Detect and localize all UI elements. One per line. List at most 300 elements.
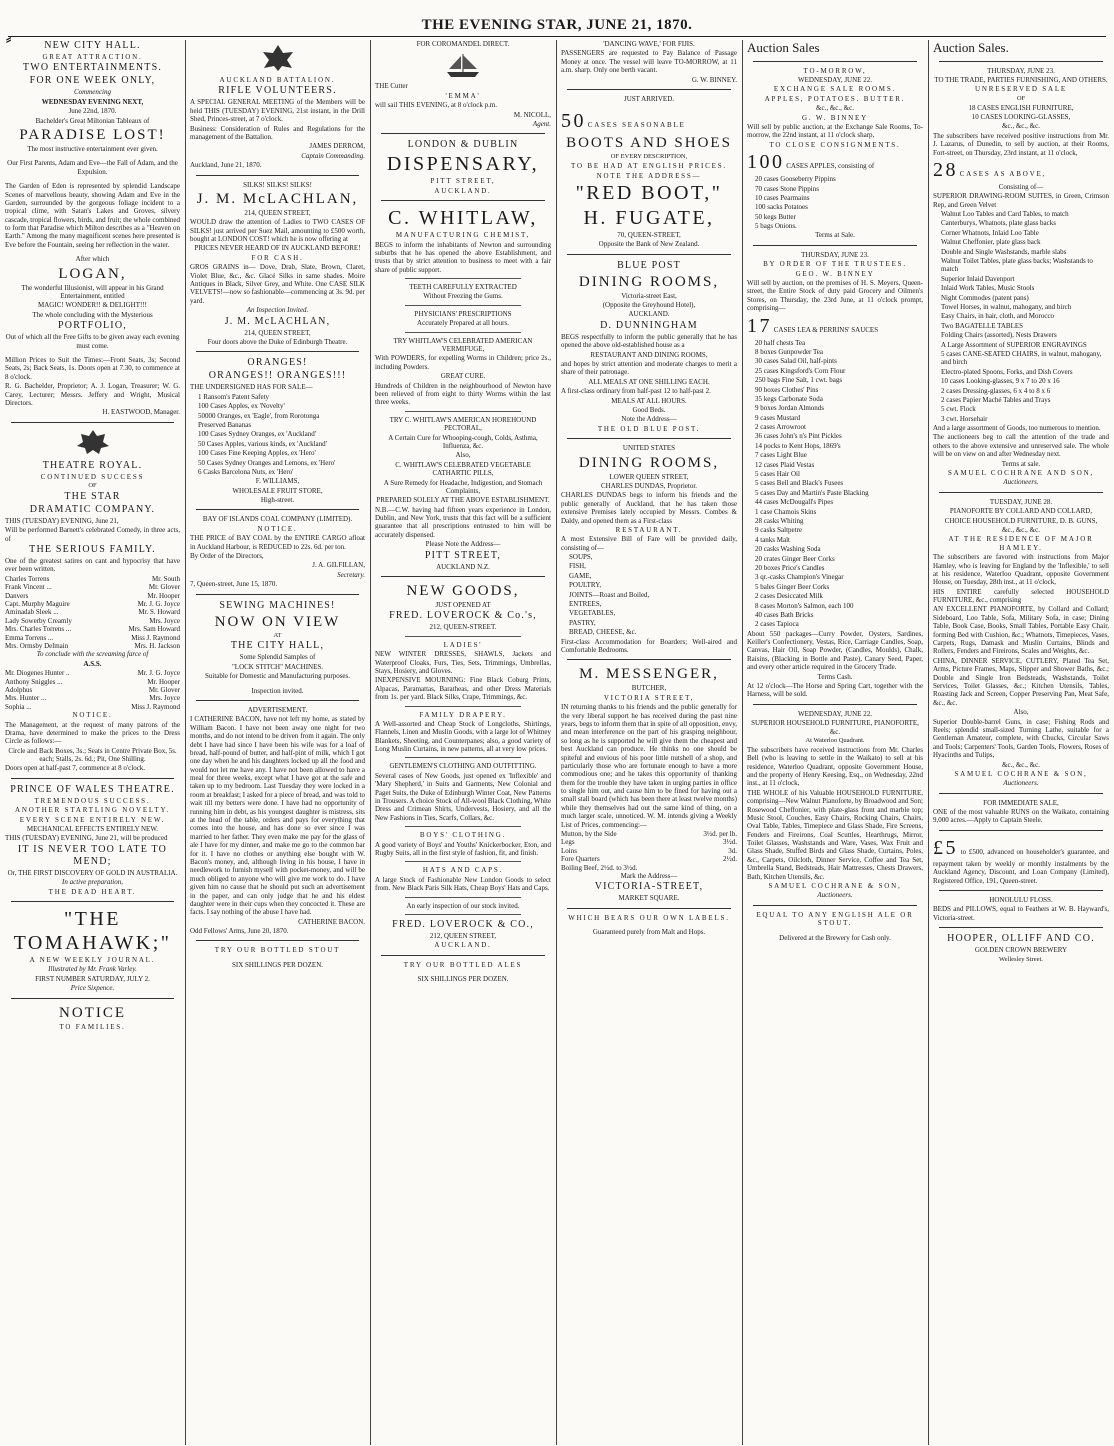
heading: C. WHITLAW, — [388, 207, 538, 230]
heading: FOR ONE WEEK ONLY, — [29, 75, 156, 87]
paragraph: A most Extensive Bill of Fare will be provided daily, consisting of— — [561, 535, 737, 552]
heading: RIFLE VOLUNTEERS. — [218, 85, 337, 97]
list-item: 7 cases Light Blue — [755, 451, 807, 460]
text: An Inspection Invited. — [246, 306, 309, 315]
heading: LOGAN, — [58, 265, 127, 282]
heading: TWO ENTERTAINMENTS. — [22, 62, 163, 74]
cast-row — [5, 592, 180, 600]
paragraph: BEGS to inform the inhabitants of Newton and surrounding suburbs that he has opened the above Establishment, and trusts that by strict attention to business to meet with a fair share of public support. — [375, 240, 551, 274]
paragraph — [933, 836, 1109, 885]
text: In active preparation, — [62, 878, 123, 887]
price-row — [561, 830, 737, 838]
list-item: 2 cases Papier Maché Tables and Trays — [941, 395, 1051, 404]
text: &c., &c., &c. — [1002, 760, 1040, 769]
role: Loins — [561, 846, 577, 855]
heading — [561, 109, 737, 133]
text: Or, THE FIRST DISCOVERY OF GOLD IN AUSTRALIA. — [7, 868, 178, 877]
paragraph: THE UNDERSIGNED HAS FOR SALE— — [190, 383, 313, 392]
list-item: 100 sacks Potatoes — [755, 203, 808, 212]
role: Emma Torrens ... — [5, 633, 54, 642]
list-item: Walnut Loo Tables and Card Tables, to match — [941, 210, 1069, 219]
list-item: 90 boxes Clothes' Pins — [755, 385, 819, 394]
text: 70, QUEEN-STREET, — [617, 230, 681, 239]
list-item: 100 Cases Sydney Oranges, ex 'Auckland' — [198, 430, 316, 439]
orange-list — [190, 393, 365, 477]
text: Consisting of— — [998, 182, 1044, 191]
heading: AUCKLAND BATTALION. — [219, 76, 336, 84]
text: Terms at sale. — [1001, 459, 1041, 468]
column-5 — [742, 40, 928, 1440]
list-item: 20 half chests Tea — [755, 338, 806, 347]
role: Anthony Sniggles ... — [5, 677, 63, 686]
heading: TO CLOSE CONSIGNMENTS. — [769, 140, 901, 149]
paragraph: The subscribers are favored with instructions from Major Hamley, who is leaving for England by the 'Inflexible,' to sell at his residence, Waterloo Quadrant, opposite Government House, on Tuesday, 28th inst., at 11 o'clock, — [933, 553, 1109, 587]
list-item: 50 Cases Apples, various kinds, ex 'Auckland' — [198, 439, 327, 448]
column-6 — [928, 40, 1114, 1440]
heading: SEWING MACHINES! — [219, 599, 336, 611]
paragraph: A Well-assorted and Cheap Stock of Longcloths, Shirtings, Flannels, Linen and Muslin Goods, with a large lot of Whitney Blankets, Sheeting, and Counterpanes; also, a good variety of Long Muslin Curtains, in new patterns, all at very low prices. — [375, 719, 551, 754]
text: Inspection invited. — [251, 686, 304, 695]
heading: 18 CASES ENGLISH FURNITURE, — [968, 103, 1074, 112]
paragraph: With POWDERS, for expelling Worms in Children; price 2s., including Powders. — [375, 354, 551, 371]
list-item: Canterburys, Whatnots, plate glass backs — [941, 219, 1056, 228]
heading: TRY OUR BOTTLED ALES — [403, 960, 523, 969]
list-item: Inlaid Work Tables, Music Stools — [941, 284, 1035, 293]
text: After which — [75, 255, 110, 264]
text: RESTAURANT AND DINING ROOMS, — [590, 350, 708, 359]
heading: THE DEAD HEART. — [48, 887, 137, 896]
paragraph: HIS ENTIRE carefully selected HOUSEHOLD FURNITURE, &c., comprising — [933, 587, 1109, 605]
column-2 — [185, 40, 370, 1440]
price-row — [561, 838, 737, 846]
paragraph: The auctioneers beg to call the attention of the trade and others to the above extensive and unreserved sale. The whole will be on view on and after Wednesday next. — [933, 433, 1109, 459]
text: CASES APPLES, consisting of — [786, 162, 875, 171]
value: Mrs. Sam Howard — [128, 625, 180, 634]
signature: J. A. GILFILLAN, — [312, 561, 365, 570]
cast-row — [5, 634, 180, 642]
role: Mrs. Ormsby Delmain — [5, 641, 69, 650]
text: to £500, advanced on householder's guarantee, and repayment taken by weekly or monthly instalments by the Auckland Agency, Discount, and Loan Company (Limited), Registered Office, 191, Queen-street. — [933, 847, 1109, 885]
heading: BOYS' CLOTHING. — [419, 831, 507, 840]
heading: J. M. McLACHLAN, — [224, 315, 331, 327]
heading: NOTICE. — [257, 524, 298, 533]
paragraph: PASSENGERS are requested to Pay Balance of Passage Money at once. The vessel will leave TO-MORROW, at 11 a.m. sharp. Only one berth vacant. — [561, 49, 737, 75]
list-item: 5 cases CANE-SEATED CHAIRS, in walnut, mahogany, and birch — [941, 349, 1102, 367]
heading: HOOPER, OLLIFF AND CO. — [947, 933, 1095, 945]
apple-list — [747, 175, 923, 230]
list-item: 20 crates Ginger Beer Corks — [755, 554, 835, 563]
heading: TO BE HAD AT ENGLISH PRICES. — [571, 162, 727, 171]
signature: JAMES DERROM, — [309, 142, 365, 151]
cast-row — [5, 600, 180, 608]
text: Auctioneers. — [1003, 779, 1039, 788]
heading: APPLES, POTATOES. BUTTER. — [764, 94, 906, 103]
list-item: Superior Inlaid Davenport — [941, 274, 1015, 283]
heading: NEW GOODS, — [406, 583, 520, 600]
heading: NEW CITY HALL. — [44, 40, 141, 51]
text: LOWER QUEEN STREET, — [609, 472, 689, 481]
text: Auctioneers. — [1003, 478, 1039, 487]
text: JUST OPENED AT — [435, 601, 491, 610]
list-item: 9 boxes Jordan Almonds — [755, 404, 825, 413]
text: MARKET SQUARE. — [618, 894, 680, 903]
text: Secretary. — [337, 570, 365, 579]
heading: A NEW WEEKLY JOURNAL. — [29, 955, 156, 964]
text: PREPARED SOLELY AT THE ABOVE ESTABLISHMENT. — [376, 496, 550, 505]
paragraph: One of the greatest satires on cant and hypocrisy that have ever been written. — [5, 557, 180, 574]
value: Mr. S. Howard — [138, 608, 180, 617]
value: Mr. J. G. Joyce — [137, 600, 180, 609]
heading: TREMENDOUS SUCCESS. — [34, 796, 151, 805]
text: Doors open at half-past 7, commence at 8 o'clock. — [5, 764, 146, 773]
text: At Waterloo Quadrant. — [805, 736, 865, 744]
text: 214, QUEEN STREET, — [244, 328, 311, 337]
list-item: 5 cases Day and Martin's Paste Blacking — [755, 488, 869, 497]
text: C. WHITLAW'S CELEBRATED VEGETABLE CATHARTIC PILLS, — [395, 460, 531, 478]
signature: G. W. BINNEY. — [691, 75, 737, 84]
paragraph: A first-class ordinary from half-past 12 to half-past 2. — [561, 387, 711, 396]
text: The whole concluding with the Mysterious — [32, 310, 153, 319]
heading: "THE TOMAHAWK;" — [13, 907, 172, 954]
paragraph: Several cases of New Goods, just opened ex 'Inflexible' and 'Mary Shepherd,' in Suits and Garments, New Colonial and Paget Suits, the Duke of Edinburgh Winter Coat, New Patterns in Trousers. A choice Stock of All-wool Black Clothing, White Dress and Crimean Shirts, Undervests, Hosiery, and all the New Fashions in Ties, Scarfs, Collars, &c. — [375, 771, 551, 822]
value: Mrs. H. Jackson — [134, 641, 180, 650]
text: 214, QUEEN STREET, — [244, 208, 311, 217]
paragraph: ONE of the most valuable RUNS on the Waikato, containing 9,000 acres.—Apply to Captain Steele. — [933, 808, 1109, 825]
list-item: 50000 Oranges, ex 'Eagle', from Rorotonga — [198, 411, 320, 420]
column-4 — [556, 40, 742, 1440]
signature: CATHERINE BACON. — [298, 917, 365, 926]
list-item: 1 Ransom's Patent Safety — [198, 392, 270, 401]
heading: Auction Sales. — [933, 40, 1009, 55]
heading: NOW ON VIEW — [214, 613, 341, 630]
text: Wellesley Street. — [999, 955, 1043, 963]
heading: THURSDAY, JUNE 23. — [801, 250, 869, 259]
text: A Sure Remedy for Headache, Indigestion, and Stomach Complaints, — [383, 478, 543, 495]
heading: GENTLEMEN'S CLOTHING AND OUTFITTING. — [389, 762, 537, 771]
cast-row — [5, 669, 180, 677]
text: BUTCHER, — [631, 684, 667, 693]
heading: VICTORIA-STREET, — [594, 881, 704, 893]
cast-row — [5, 703, 180, 711]
cast-row — [5, 617, 180, 625]
grocery-list — [747, 339, 923, 629]
heading: NOTICE. — [72, 711, 113, 720]
list-item: SOUPS, — [569, 553, 593, 562]
paragraph: SUPERIOR DRAWING-ROOM SUITES, in Green, Crimson Rep, and Green Velvet — [933, 192, 1109, 209]
text: The wonderful Illusionist, will appear in his Grand Entertainment, entitled — [21, 283, 164, 301]
paragraph: A good variety of Boys' and Youths' Knickerbocker, Eton, and Rugby Suits, all in the first style of fashion, fit, and finish. — [375, 840, 551, 857]
heading: THURSDAY, JUNE 23. — [987, 66, 1055, 75]
list-item: Folding Chairs (assorted), Nests Drawers — [941, 331, 1057, 340]
text: FOR CASH. — [251, 253, 304, 262]
text: ALL MEALS AT ONE SHILLING EACH. — [588, 377, 710, 386]
number: 100 — [747, 151, 785, 174]
value: Miss J. Raymond — [131, 702, 180, 711]
list-item: 5 cases Bell and Black's Fusees — [755, 479, 844, 488]
list-item: 36 cases John's n's Pint Pickles — [755, 432, 842, 441]
heading: EVERY SCENE ENTIRELY NEW. — [19, 815, 166, 824]
list-item: 14 pocks to Kent Hops, 1869's — [755, 441, 841, 450]
royal-crest-icon — [75, 428, 111, 456]
paragraph: The Management, at the request of many patrons of the Drama, have determined to make the prices to the Dress Circle as follows:— — [5, 720, 180, 746]
value: 3½d. — [723, 838, 737, 847]
price-row — [561, 855, 737, 863]
list-item: Two BAGATELLE TABLES — [941, 321, 1024, 330]
column-1 — [0, 40, 185, 1440]
list-item: Electro-plated Spoons, Forks, and Dish Covers — [941, 367, 1073, 376]
list-item: 20 cases Gooseberry Pippins — [755, 175, 836, 184]
heading: A.S.S. — [83, 659, 102, 668]
list-item: 40 cases Bath Bricks — [755, 610, 814, 619]
cast-row — [5, 625, 180, 633]
heading: HONOLULU FLOSS. — [989, 896, 1053, 905]
list-item: 2 cases Tapioca — [755, 620, 799, 629]
number: £5 — [933, 836, 958, 859]
fold-mark-icon: ⸗ — [6, 31, 12, 48]
text: Guaranteed purely from Malt and Hops. — [592, 928, 706, 937]
paragraph: IN returning thanks to his friends and the public generally for the very liberal support he has received during the past nine years, begs to inform them that in spite of all opposition, envy, and mean interference on the part of his grasping neighbour, so long as he is supported he will give them the cheapest and best Auckland can produce. He thinks no one should be spiteful and envious of his poor little nutshell of a shop, and particularly those who are fortunate enough to have a more commodious one; and he takes this opportunity of thanking them for the trouble they have taken in urging parties in office to single him out, and cause him to be fined for having out a small stall board (which has been there at least twelve months) while they themselves had out the same kind of thing, on a much larger scale, unnoticed. W. M. intends giving a Weekly List of Prices, commencing:— — [561, 703, 737, 829]
list-item: 2 cases Desiccated Milk — [755, 592, 823, 601]
cast-row — [5, 694, 180, 702]
paragraph: INEXPENSIVE MOURNING: Fine Black Coburg Prints, Alpacas, Paramattas, Baratheas, and other Dress Materials from 1s. per yard. Black Silks, Crape, Trimmings, &c. — [375, 676, 551, 702]
text: SIX SHILLINGS PER DOZEN. — [232, 960, 323, 969]
paragraph: BEDS and PILLOWS, equal to Feathers at W. B. Hayward's, Victoria-street. — [933, 905, 1109, 922]
value: Mr. Hooper — [147, 591, 180, 600]
heading: DISPENSARY, — [386, 153, 540, 176]
heading: Auction Sales — [747, 40, 820, 55]
value: Mr. Glover — [148, 685, 180, 694]
value: Mr. Glover — [148, 583, 180, 592]
heading: 'DANCING WAVE,' FOR FIJIS. — [603, 40, 695, 48]
battalion-crest-icon — [260, 44, 296, 72]
text: Our First Parents, Adam and Eve—the Fall of Adam, and the Expulsion. — [7, 159, 178, 176]
text: Odd Fellows' Arms, June 20, 1870. — [190, 927, 289, 936]
text: MANUFACTURING CHEMIST, — [395, 231, 531, 240]
column-3 — [370, 40, 556, 1440]
text: Illustrated by Mr. Frank Varley. — [48, 965, 137, 974]
text: Also, — [455, 451, 471, 460]
text: OF — [1016, 94, 1026, 102]
text: 212, QUEEN-STREET. — [429, 623, 497, 632]
role: Capt. Murphy Maguire — [5, 600, 70, 609]
heading: PARADISE LOST! — [19, 126, 166, 143]
heading: "LOCK STITCH" MACHINES. — [231, 662, 324, 671]
role: Charles Torrens — [5, 574, 50, 583]
heading: M. MESSENGER, — [579, 666, 719, 683]
role: Aminadab Sleek ... — [5, 608, 59, 617]
list-item: Night Commodes (patent pans) — [941, 293, 1029, 302]
text: Bachelder's Great Miltonian Tableaux of — [35, 116, 150, 125]
text: Good Beds. — [632, 406, 666, 414]
signature: F. WILLIAMS, — [255, 477, 300, 486]
paragraph: Will sell by public auction, at the Exchange Sale Rooms, To-morrow, the 22nd instant, at 11 o'clock sharp, — [747, 122, 923, 140]
heading: SUPERIOR HOUSEHOLD FURNITURE, PIANOFORTE, &c. — [751, 719, 919, 736]
text: Out of which all the Free Gifts to be given away each evening must come. — [5, 333, 180, 350]
value: 3d. — [728, 846, 737, 855]
paragraph: First-class Accommodation for Boarders; Well-aired and Comfortable Bedrooms. — [561, 637, 737, 654]
text: GOLDEN CROWN BREWERY — [974, 946, 1068, 955]
list-item: ENTREES, — [569, 600, 602, 609]
heading: ADVERTISEMENT. — [247, 705, 308, 714]
list-item: Double and Single Washstands, marble slabs — [941, 247, 1067, 256]
paragraph: CHINA, DINNER SERVICE, CUTLERY, Plated Tea Set, Arms, Picture Frames, Maps, Slipper and Shower Baths, &c.; Double and Single Iron Bedsteads, Washstands, Toilet Services, Toilet Glasses, &c.; Kitchen Utensils, Tables, Roasting Jack and Screen, Copper Preserving Pan, Meat Safe, &c., &c. — [933, 656, 1109, 707]
text: Circle and Back Boxes, 3s.; Seats in Centre Private Box, 5s. each; Stalls, 2s. 6d.; Pit, One Shilling. — [8, 746, 177, 764]
signature: SAMUEL COCHRANE & SON, — [954, 769, 1088, 778]
value: 3½d. per lb. — [703, 830, 737, 839]
text: FIRST NUMBER SATURDAY, JULY 2. — [35, 974, 150, 983]
text: June 22nd, 1870. — [68, 107, 117, 116]
list-item: GAME, — [569, 571, 592, 580]
list-item: VEGETABLES, — [569, 609, 616, 618]
heading: SILKS! SILKS! SILKS! — [243, 180, 312, 189]
text: Some Splendid Samples of — [239, 653, 316, 662]
heading: G. W. BINNEY — [802, 113, 868, 122]
text: Terms Cash. — [817, 672, 853, 681]
text: Accurately Prepared at all hours. — [417, 319, 509, 328]
text: CASES SEASONABLE — [587, 121, 686, 130]
text: Terms at Sale. — [815, 231, 855, 240]
value: Mr. South — [151, 574, 180, 583]
heading: THE SERIOUS FAMILY. — [29, 544, 156, 556]
list-item: 50 kegs Butter — [755, 212, 796, 221]
list-item: Easy Chairs, in hair, cloth, and Morocco — [941, 312, 1055, 321]
list-item: Walnut Cheffonier, plate glass back — [941, 238, 1041, 247]
list-item: 20 casks Washing Soda — [755, 545, 821, 554]
role: Lady Sowerby Creamly — [5, 616, 72, 625]
paragraph: Million Prices to Suit the Times:—Front Seats, 3s; Second Seats, 2s; Back Seats, 1s. Doors open at 7.30, to commence at 8 o'clock. — [5, 355, 180, 381]
list-item: 8 cases Morton's Salmon, each 100 — [755, 601, 854, 610]
text: PRICES NEVER HEARD OF IN AUCKLAND BEFORE! — [194, 244, 361, 253]
text: OF EVERY DESCRIPTION, — [610, 153, 688, 161]
heading: PORTFOLIO, — [58, 320, 127, 332]
value: Miss J. Raymond — [131, 633, 180, 642]
role: Mrs. Hunter ... — [5, 694, 47, 703]
text: To conclude with the screaming farce of — [36, 650, 149, 659]
list-item: FISH, — [569, 562, 586, 571]
heading: EXCHANGE SALE ROOMS. — [773, 85, 897, 94]
newspaper-title: THE EVENING STAR, JUNE 21, 1870. — [421, 17, 693, 33]
cast-row — [5, 583, 180, 591]
heading: CHOICE HOUSEHOLD FURNITURE, D. B. GUNS, — [944, 516, 1098, 525]
heading: BY ORDER OF THE TRUSTEES. — [763, 260, 907, 269]
value: Mr. J. G. Joyce — [137, 669, 180, 678]
heading — [747, 314, 923, 338]
list-item: Towel Horses, in walnut, mahogany, and birch — [941, 302, 1072, 311]
text: SIX SHILLINGS PER DOZEN. — [417, 975, 509, 984]
value: Mrs. Joyce — [149, 694, 180, 703]
heading: H. FUGATE, — [583, 206, 715, 229]
paragraph: Business: Consideration of Rules and Regulations for the management of the Battalion. — [190, 124, 365, 141]
price-list — [561, 830, 737, 872]
heading: LADIES' — [443, 640, 483, 649]
text: 212, QUEEN STREET, — [429, 931, 497, 940]
role: Fore Quarters — [561, 855, 600, 864]
text: AUCKLAND. — [434, 186, 492, 195]
heading: FAMILY DRAPERY. — [419, 710, 507, 719]
text: Captain Commanding. — [301, 151, 365, 160]
heading: 'EMMA' — [445, 91, 481, 100]
value: Mr. Hooper — [147, 677, 180, 686]
heading: WHICH BEARS OUR OWN LABELS. — [568, 913, 730, 922]
text: High-street. — [260, 496, 295, 505]
heading: PITT STREET, — [430, 177, 496, 186]
cast-row — [5, 686, 180, 694]
list-item: 2 cases Arrowroot — [755, 423, 806, 432]
heading: AT THE RESIDENCE OF MAJOR HAMLEY. — [948, 535, 1094, 552]
heading: THE CITY HALL, — [230, 640, 325, 652]
paragraph: The Garden of Eden is represented by splendid Landscape Scenes of marvellous beauty, showing Adam and Eve in the Garden, surrounded by the gorgeous foliage incident to a tropical clime, with Satan's Lakes and Groves, silvery cascade, tropical flowers, birds, and fruit; the whole combined to form that Paradise which Milton describes as a "Heaven on Earth." Among the many magnificent scenes here presented is Eve before the Fountain, seeing her reflection in the water. — [5, 182, 180, 249]
list-item: 100 Cases Apples, ex 'Novelty' — [198, 402, 285, 411]
heading — [933, 158, 1109, 182]
heading: PITT STREET, — [424, 549, 502, 561]
text: RESTAURANT. — [615, 525, 683, 534]
paragraph: About 550 packages—Curry Powder, Oysters, Sardines, Keiller's Confectionery, Vestas, Rice, Carriage Candles, Soap, Canvas, Hair Oil, Soap Powder, (Candles, Moulds), Chalk, Raisins, (Blacking in Bottle and Paste), Canary Seed, Paper, and every other article required in the Grocery Trade. — [747, 629, 923, 672]
list-item: 9 casks Saltpetre — [755, 526, 803, 535]
heading: THE STAR — [64, 490, 121, 502]
cast-row — [5, 678, 180, 686]
text: WHOLESALE FRUIT STORE, — [232, 486, 323, 495]
list-item: 50 Cases Sydney Oranges and Lemons, ex 'Hero' — [198, 458, 336, 467]
paragraph: Hundreds of Children in the neighbourhood of Newton have been relieved of from eight to thirty Worms within the last three weeks. — [375, 381, 551, 407]
number: 50 — [561, 110, 586, 133]
text: (Opposite the Greyhound Hotel), — [602, 301, 696, 310]
heading: PIANOFORTE BY COLLARD AND COLLARD, — [949, 507, 1093, 516]
list-item: POULTRY, — [569, 581, 602, 590]
text: Note the Address— — [621, 415, 677, 424]
list-item: PASTRY, — [569, 618, 596, 627]
heading: THE OLD BLUE POST. — [597, 424, 701, 433]
heading: TO-MORROW, — [803, 66, 867, 75]
list-item: 30 cases Salad Oil, half-pints — [755, 357, 837, 366]
heading: BLUE POST — [617, 259, 681, 271]
heading: 10 CASES LOOKING-GLASSES, — [971, 112, 1071, 121]
number: 28 — [933, 158, 958, 181]
heading — [747, 150, 923, 174]
paragraph: NEW WINTER DRESSES, SHAWLS, Jackets and Waterproof Cloaks, Furs, Ties, Sets, Trimmings, Umbrellas, Stays, Hosiery, and Gloves. — [375, 650, 551, 675]
list-item: 9 cases Mustard — [755, 413, 801, 422]
role: Legs — [561, 838, 575, 847]
heading: LONDON & DUBLIN — [407, 139, 519, 151]
list-item: Preserved Bananas — [198, 420, 252, 429]
heading: ANOTHER STARTLING NOVELTY. — [15, 806, 170, 815]
text: Opposite the Bank of New Zealand. — [598, 240, 700, 249]
masthead-rule — [8, 36, 1106, 37]
role: Adolphus — [5, 685, 33, 694]
role: Danvers — [5, 591, 29, 600]
paragraph: And a large assortment of Goods, too numerous to mention. — [933, 424, 1101, 433]
paragraph: BEGS respectfully to inform the public generally that he has opened the above old-established house as a — [561, 332, 737, 350]
text: NOTE THE ADDRESS— — [596, 171, 702, 180]
text: MEALS AT ALL HOURS. — [611, 396, 687, 405]
text: &c., &c., &c. — [1002, 122, 1040, 131]
list-item: 5 cases Hair Oil — [755, 470, 800, 479]
text: Please Note the Address— — [425, 540, 501, 549]
list-item: 100 Cases Fine Keeping Apples, ex 'Hero' — [198, 449, 316, 458]
heading: FOR COROMANDEL DIRECT. — [416, 40, 510, 48]
paragraph: THE PRICE of BAY COAL by the ENTIRE CARGO afloat in Auckland Harbour, is REDUCED to 22s. 6d. per ton. — [190, 534, 365, 551]
heading: "RED BOOT," — [575, 181, 723, 204]
list-item: 70 cases Stone Pippins — [755, 184, 819, 193]
paragraph: At 12 o'clock—The Horse and Spring Cart, together with the Harness, will be sold. — [747, 682, 923, 699]
text: TRY WHITLAW'S CELEBRATED AMERICAN VERMIFUGE, — [393, 336, 533, 354]
heading: ORANGES!! ORANGES!!! — [208, 370, 347, 382]
paragraph: and hopes by strict attention and moderate charges to merit a share of their patronage. — [561, 360, 737, 377]
list-item: 5 cwt. Flock — [941, 405, 976, 414]
heading: D. DUNNINGHAM — [600, 319, 698, 331]
text: Auckland, June 21, 1870. — [190, 161, 262, 170]
list-item: 4 tanks Malt — [755, 535, 790, 544]
list-item: 12 cases Plaid Vestas — [755, 460, 815, 469]
